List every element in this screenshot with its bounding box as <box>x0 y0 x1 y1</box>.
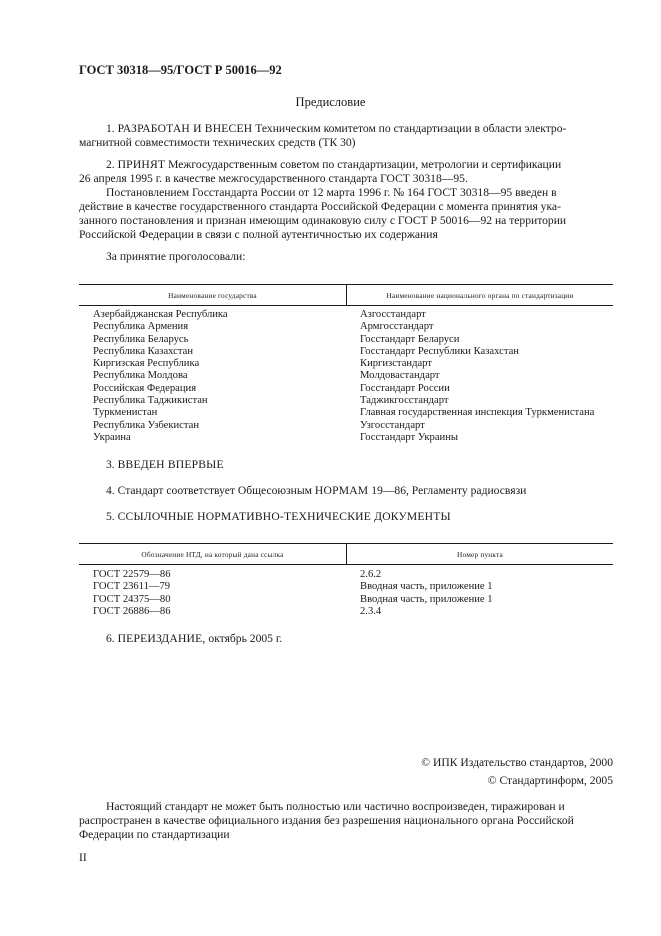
section-2 <box>79 158 613 242</box>
table1-cell: Армгосстандарт <box>360 321 434 333</box>
table1-cell: Госстандарт Украины <box>360 431 458 443</box>
table2-header-clause: Номер пункта <box>457 550 503 559</box>
table2-cell: ГОСТ 22579—86 <box>93 569 171 580</box>
section-3-number: 3. <box>106 458 115 471</box>
table1-cell: Туркменистан <box>93 407 158 419</box>
document-header: ГОСТ 30318—95/ГОСТ Р 50016—92 <box>79 63 282 77</box>
section-4-caps: НОРМАМ <box>314 484 369 497</box>
section-2-number: 2. <box>106 158 115 171</box>
decree-line-1: Постановлением Госстандарта России от 12 марта 1996 г. № 164 ГОСТ 30318—95 введен в <box>106 186 557 199</box>
section-6-caps: ПЕРЕИЗДАНИЕ, <box>117 632 206 645</box>
table1-header-rule <box>79 305 613 306</box>
section-1-number: 1. <box>106 122 115 135</box>
section-6-text: октябрь 2005 г. <box>208 632 283 645</box>
table1-cell: Узгосстандарт <box>360 419 425 431</box>
table1-col-body <box>360 309 594 444</box>
section-1-text-2: магнитной совместимости технических средств (ТК 30) <box>79 136 356 149</box>
reproduction-notice <box>79 800 613 842</box>
section-5-number: 5. <box>106 510 115 523</box>
table2-header-rule <box>79 564 613 565</box>
page-number: II <box>79 851 87 864</box>
table1-cell: Республика Молдова <box>93 370 188 382</box>
table1-cell: Госстандарт Республики Казахстан <box>360 345 519 357</box>
table1-col-country <box>93 309 228 444</box>
section-5 <box>106 510 451 524</box>
section-2-text-1: Межгосударственным советом по стандартизации, метрологии и сертификации <box>168 158 562 171</box>
notice-line-1: Настоящий стандарт не может быть полностью или частично воспроизведен, тиражирован и <box>106 800 565 813</box>
copyright-1: © ИПК Издательство стандартов, 2000 <box>421 756 613 769</box>
section-1-line-1 <box>79 122 613 136</box>
table1-header-body: Наименование национального органа по стандартизации <box>386 291 574 300</box>
table2-cell: ГОСТ 23611—79 <box>93 581 171 593</box>
section-4-text-1: Стандарт соответствует Общесоюзным <box>117 484 313 497</box>
table1-cell: Республика Армения <box>93 321 189 333</box>
table2-cell: Вводная часть, приложение 1 <box>360 581 493 593</box>
section-4-number: 4. <box>106 484 115 497</box>
table2-col-doc <box>93 569 171 618</box>
table1-cell: Украина <box>93 431 131 443</box>
section-1-text-1: Техническим комитетом по стандартизации в области электро- <box>255 122 567 135</box>
section-2-line-1 <box>79 158 613 172</box>
table1-cell: Республика Таджикистан <box>93 395 208 407</box>
table2-cell: ГОСТ 24375—80 <box>93 593 171 605</box>
table2-col-clause <box>360 569 493 618</box>
table1-cell: Азгосстандарт <box>360 309 426 320</box>
notice-line-3: Федерации по стандартизации <box>79 828 230 841</box>
table2-cell: Вводная часть, приложение 1 <box>360 593 493 605</box>
section-1-caps: РАЗРАБОТАН И ВНЕСЕН <box>117 122 253 135</box>
section-5-caps: ССЫЛОЧНЫЕ НОРМАТИВНО-ТЕХНИЧЕСКИЕ ДОКУМЕНТЫ <box>117 510 451 523</box>
section-2-text-2: 26 апреля 1995 г. в качестве межгосударственного стандарта ГОСТ 30318—95. <box>79 172 468 185</box>
table2-cell: 2.6.2 <box>360 569 382 580</box>
copyright-2: © Стандартинформ, 2005 <box>487 774 613 787</box>
decree-line-4: Российской Федерации в связи с полной аутентичностью их содержания <box>79 228 438 241</box>
table1-cell: Республика Беларусь <box>93 333 189 345</box>
section-4 <box>106 484 526 498</box>
table1-cell: Республика Казахстан <box>93 345 194 357</box>
decree-line-2: действие в качестве государственного стандарта Российской Федерации с момента принятия ука- <box>79 200 561 213</box>
table1-header-country: Наименование государства <box>168 291 257 300</box>
section-4-text-2: 19—86, Регламенту радиосвязи <box>371 484 527 497</box>
section-1 <box>79 122 613 150</box>
table1-cell: Киргизстандарт <box>360 358 432 370</box>
table1-cell: Республика Узбекистан <box>93 419 200 431</box>
section-3 <box>106 458 224 472</box>
section-6 <box>106 632 282 646</box>
table2-header-doc: Обозначение НТД, на который дана ссылка <box>141 550 284 559</box>
table1-cell: Госстандарт Беларуси <box>360 333 460 345</box>
section-2-caps: ПРИНЯТ <box>117 158 166 171</box>
table1-cell: Таджикгосстандарт <box>360 395 449 407</box>
decree-line-3: занного постановления и признан имеющим одинаковую силу с ГОСТ Р 50016—92 на территории <box>79 214 567 227</box>
section-6-number: 6. <box>106 632 115 645</box>
table2-cell: ГОСТ 26886—86 <box>93 605 171 617</box>
table1-cell: Молдовастандарт <box>360 370 440 382</box>
section-title: Предисловие <box>295 95 366 109</box>
table1-cell: Киргизская Республика <box>93 358 200 370</box>
notice-line-2: распространен в качестве официального издания без разрешения национального органа Российской <box>79 814 574 827</box>
table1-cell: Российская Федерация <box>93 382 197 394</box>
table1-cell: Азербайджанская Республика <box>93 309 228 320</box>
section-3-caps: ВВЕДЕН ВПЕРВЫЕ <box>117 458 224 471</box>
table1-cell: Госстандарт России <box>360 382 450 394</box>
table2-cell: 2.3.4 <box>360 605 382 617</box>
table1-cell: Главная государственная инспекция Туркменистана <box>360 407 595 419</box>
voted-caption: За принятие проголосовали: <box>106 250 246 263</box>
